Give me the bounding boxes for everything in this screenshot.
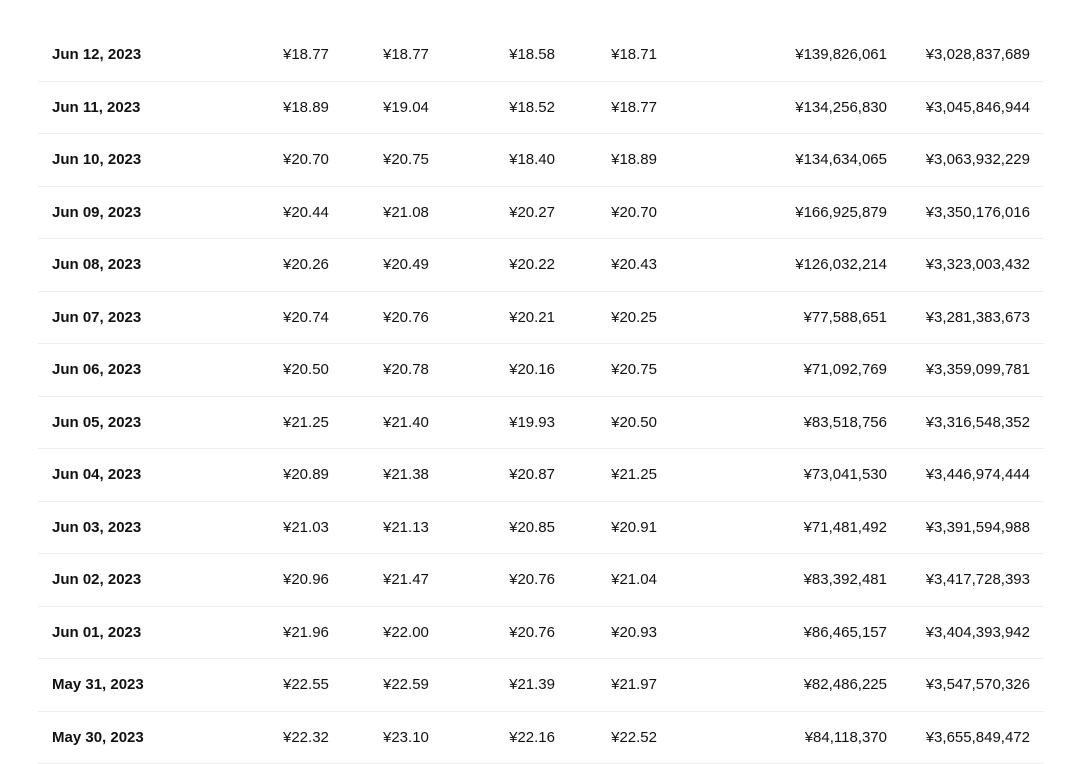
volume-cell: ¥77,588,651 bbox=[804, 292, 887, 344]
close-cell: ¥20.75 bbox=[611, 344, 657, 396]
table-row bbox=[38, 502, 1044, 555]
high-cell: ¥20.49 bbox=[383, 239, 429, 291]
date-cell: Jun 04, 2023 bbox=[52, 449, 141, 501]
table-row bbox=[38, 554, 1044, 607]
low-cell: ¥18.40 bbox=[509, 134, 555, 186]
close-cell: ¥20.50 bbox=[611, 397, 657, 449]
open-cell: ¥20.44 bbox=[283, 187, 329, 239]
volume-cell: ¥71,092,769 bbox=[804, 344, 887, 396]
high-cell: ¥18.77 bbox=[383, 29, 429, 81]
date-cell: Jun 07, 2023 bbox=[52, 292, 141, 344]
volume-cell: ¥83,392,481 bbox=[804, 554, 887, 606]
high-cell: ¥21.13 bbox=[383, 502, 429, 554]
open-cell: ¥21.96 bbox=[283, 607, 329, 659]
close-cell: ¥21.25 bbox=[611, 449, 657, 501]
table-row bbox=[38, 239, 1044, 292]
open-cell: ¥21.25 bbox=[283, 397, 329, 449]
date-cell: Jun 11, 2023 bbox=[52, 82, 140, 134]
market-cap-cell: ¥3,655,849,472 bbox=[926, 712, 1030, 764]
close-cell: ¥21.97 bbox=[611, 659, 657, 711]
market-cap-cell: ¥3,391,594,988 bbox=[926, 502, 1030, 554]
volume-cell: ¥84,118,370 bbox=[805, 712, 887, 764]
date-cell: Jun 08, 2023 bbox=[52, 239, 141, 291]
date-cell: Jun 03, 2023 bbox=[52, 502, 141, 554]
table-row bbox=[38, 397, 1044, 450]
date-cell: May 31, 2023 bbox=[52, 659, 144, 711]
low-cell: ¥20.27 bbox=[509, 187, 555, 239]
open-cell: ¥22.32 bbox=[283, 712, 329, 764]
low-cell: ¥18.58 bbox=[509, 29, 555, 81]
market-cap-cell: ¥3,350,176,016 bbox=[926, 187, 1030, 239]
open-cell: ¥18.77 bbox=[283, 29, 329, 81]
close-cell: ¥20.25 bbox=[611, 292, 657, 344]
close-cell: ¥20.91 bbox=[611, 502, 657, 554]
close-cell: ¥18.77 bbox=[611, 82, 657, 134]
open-cell: ¥20.50 bbox=[283, 344, 329, 396]
high-cell: ¥21.38 bbox=[383, 449, 429, 501]
date-cell: May 30, 2023 bbox=[52, 712, 144, 764]
volume-cell: ¥82,486,225 bbox=[804, 659, 887, 711]
high-cell: ¥19.04 bbox=[383, 82, 429, 134]
table-row bbox=[38, 449, 1044, 502]
date-cell: Jun 09, 2023 bbox=[52, 187, 141, 239]
date-cell: Jun 05, 2023 bbox=[52, 397, 141, 449]
low-cell: ¥20.16 bbox=[509, 344, 555, 396]
table-row bbox=[38, 29, 1044, 82]
close-cell: ¥22.52 bbox=[611, 712, 657, 764]
date-cell: Jun 02, 2023 bbox=[52, 554, 141, 606]
market-cap-cell: ¥3,404,393,942 bbox=[926, 607, 1030, 659]
volume-cell: ¥83,518,756 bbox=[804, 397, 887, 449]
table-row bbox=[38, 344, 1044, 397]
open-cell: ¥21.03 bbox=[283, 502, 329, 554]
market-cap-cell: ¥3,446,974,444 bbox=[926, 449, 1030, 501]
close-cell: ¥18.71 bbox=[611, 29, 657, 81]
high-cell: ¥20.75 bbox=[383, 134, 429, 186]
date-cell: Jun 12, 2023 bbox=[52, 29, 141, 81]
low-cell: ¥20.76 bbox=[509, 554, 555, 606]
market-cap-cell: ¥3,063,932,229 bbox=[926, 134, 1030, 186]
open-cell: ¥20.70 bbox=[283, 134, 329, 186]
market-cap-cell: ¥3,359,099,781 bbox=[926, 344, 1030, 396]
volume-cell: ¥134,634,065 bbox=[795, 134, 887, 186]
market-cap-cell: ¥3,417,728,393 bbox=[926, 554, 1030, 606]
volume-cell: ¥71,481,492 bbox=[804, 502, 887, 554]
high-cell: ¥22.59 bbox=[383, 659, 429, 711]
market-cap-cell: ¥3,028,837,689 bbox=[926, 29, 1030, 81]
close-cell: ¥20.43 bbox=[611, 239, 657, 291]
low-cell: ¥20.76 bbox=[509, 607, 555, 659]
low-cell: ¥20.85 bbox=[509, 502, 555, 554]
high-cell: ¥20.76 bbox=[383, 292, 429, 344]
date-cell: Jun 10, 2023 bbox=[52, 134, 141, 186]
low-cell: ¥19.93 bbox=[509, 397, 555, 449]
high-cell: ¥22.00 bbox=[383, 607, 429, 659]
volume-cell: ¥86,465,157 bbox=[804, 607, 887, 659]
high-cell: ¥21.08 bbox=[383, 187, 429, 239]
volume-cell: ¥134,256,830 bbox=[795, 82, 887, 134]
date-cell: Jun 06, 2023 bbox=[52, 344, 141, 396]
date-cell: Jun 01, 2023 bbox=[52, 607, 141, 659]
high-cell: ¥20.78 bbox=[383, 344, 429, 396]
open-cell: ¥18.89 bbox=[283, 82, 329, 134]
table-row bbox=[38, 82, 1044, 135]
close-cell: ¥20.93 bbox=[611, 607, 657, 659]
low-cell: ¥20.87 bbox=[509, 449, 555, 501]
volume-cell: ¥73,041,530 bbox=[804, 449, 887, 501]
market-cap-cell: ¥3,281,383,673 bbox=[926, 292, 1030, 344]
low-cell: ¥22.16 bbox=[509, 712, 555, 764]
volume-cell: ¥139,826,061 bbox=[795, 29, 887, 81]
high-cell: ¥21.40 bbox=[383, 397, 429, 449]
table-row bbox=[38, 134, 1044, 187]
low-cell: ¥18.52 bbox=[509, 82, 555, 134]
table-row bbox=[38, 292, 1044, 345]
price-history-table bbox=[38, 29, 1044, 764]
low-cell: ¥21.39 bbox=[509, 659, 555, 711]
volume-cell: ¥126,032,214 bbox=[795, 239, 887, 291]
open-cell: ¥20.26 bbox=[283, 239, 329, 291]
table-row bbox=[38, 712, 1044, 764]
low-cell: ¥20.22 bbox=[509, 239, 555, 291]
open-cell: ¥20.89 bbox=[283, 449, 329, 501]
high-cell: ¥21.47 bbox=[383, 554, 429, 606]
market-cap-cell: ¥3,547,570,326 bbox=[926, 659, 1030, 711]
open-cell: ¥20.96 bbox=[283, 554, 329, 606]
table-row bbox=[38, 187, 1044, 240]
market-cap-cell: ¥3,045,846,944 bbox=[926, 82, 1030, 134]
market-cap-cell: ¥3,316,548,352 bbox=[926, 397, 1030, 449]
table-row bbox=[38, 607, 1044, 660]
volume-cell: ¥166,925,879 bbox=[795, 187, 887, 239]
close-cell: ¥18.89 bbox=[611, 134, 657, 186]
open-cell: ¥20.74 bbox=[283, 292, 329, 344]
table-row bbox=[38, 659, 1044, 712]
low-cell: ¥20.21 bbox=[509, 292, 555, 344]
close-cell: ¥20.70 bbox=[611, 187, 657, 239]
high-cell: ¥23.10 bbox=[383, 712, 429, 764]
close-cell: ¥21.04 bbox=[611, 554, 657, 606]
market-cap-cell: ¥3,323,003,432 bbox=[926, 239, 1030, 291]
open-cell: ¥22.55 bbox=[283, 659, 329, 711]
